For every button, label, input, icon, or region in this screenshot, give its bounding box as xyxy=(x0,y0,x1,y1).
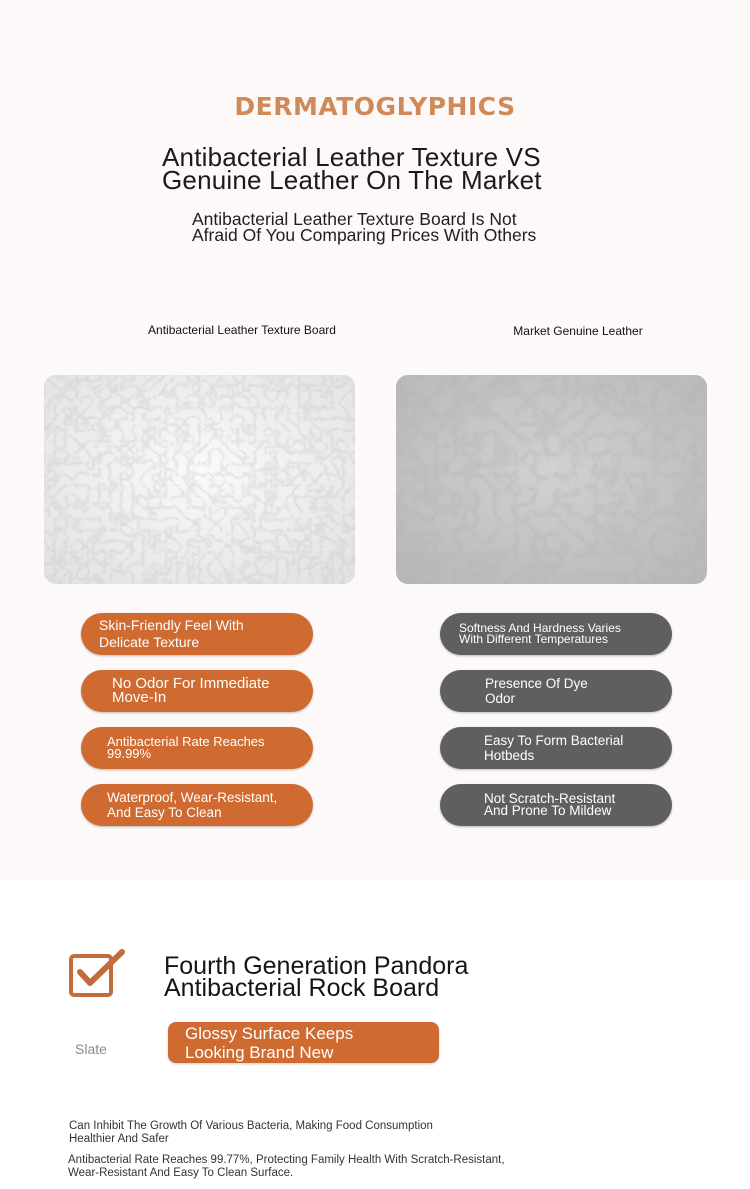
left-column-label: Antibacterial Leather Texture Board xyxy=(148,323,336,337)
highlight-badge: Glossy Surface Keeps Looking Brand New xyxy=(168,1022,439,1063)
product-note: Antibacterial Rate Reaches 99.77%, Protecting Family Health With Scratch-Resistant, Wear-Resistant And Easy To Clean Surface. xyxy=(68,1154,505,1179)
product-title: Fourth Generation Pandora Antibacterial Rock Board xyxy=(164,952,469,1002)
subheadline: Antibacterial Leather Texture Board Is Not Afraid Of You Comparing Prices With Others xyxy=(192,209,537,245)
feature-text: Presence Of Dye Odor xyxy=(485,676,588,706)
product-note: Can Inhibit The Growth Of Various Bacteria, Making Food Consumption Healthier And Safer xyxy=(69,1120,433,1145)
brand-title: DERMATOGLYPHICS xyxy=(234,92,516,121)
feature-pill-bacterial-hotbeds xyxy=(440,727,672,769)
genuine-leather-swatch xyxy=(396,375,707,584)
right-column-label: Market Genuine Leather xyxy=(513,324,643,338)
feature-text: No Odor For Immediate Move-In xyxy=(112,675,270,706)
headline: Antibacterial Leather Texture VS Genuine Leather On The Market xyxy=(162,142,542,195)
feature-pill-waterproof xyxy=(81,784,313,826)
feature-pill-antibacterial-rate xyxy=(81,727,313,769)
antibacterial-leather-swatch xyxy=(44,375,355,584)
feature-pill-no-odor xyxy=(81,670,313,712)
feature-text: Not Scratch-Resistant And Prone To Mildew xyxy=(484,791,616,818)
feature-text: Easy To Form Bacterial Hotbeds xyxy=(484,733,624,763)
feature-pill-softness-varies xyxy=(440,613,672,655)
material-label: Slate xyxy=(75,1041,107,1057)
feature-text: Waterproof, Wear-Resistant, And Easy To Clean xyxy=(107,790,278,820)
feature-text: Skin-Friendly Feel With Delicate Texture xyxy=(99,617,244,650)
feature-pill-skin-friendly xyxy=(81,613,313,655)
feature-text: Antibacterial Rate Reaches 99.99% xyxy=(107,734,265,761)
checkbox-check-icon xyxy=(68,948,126,1000)
feature-text: Softness And Hardness Varies With Different Temperatures xyxy=(459,621,621,646)
feature-pill-dye-odor xyxy=(440,670,672,712)
feature-pill-not-scratch-resistant xyxy=(440,784,672,826)
